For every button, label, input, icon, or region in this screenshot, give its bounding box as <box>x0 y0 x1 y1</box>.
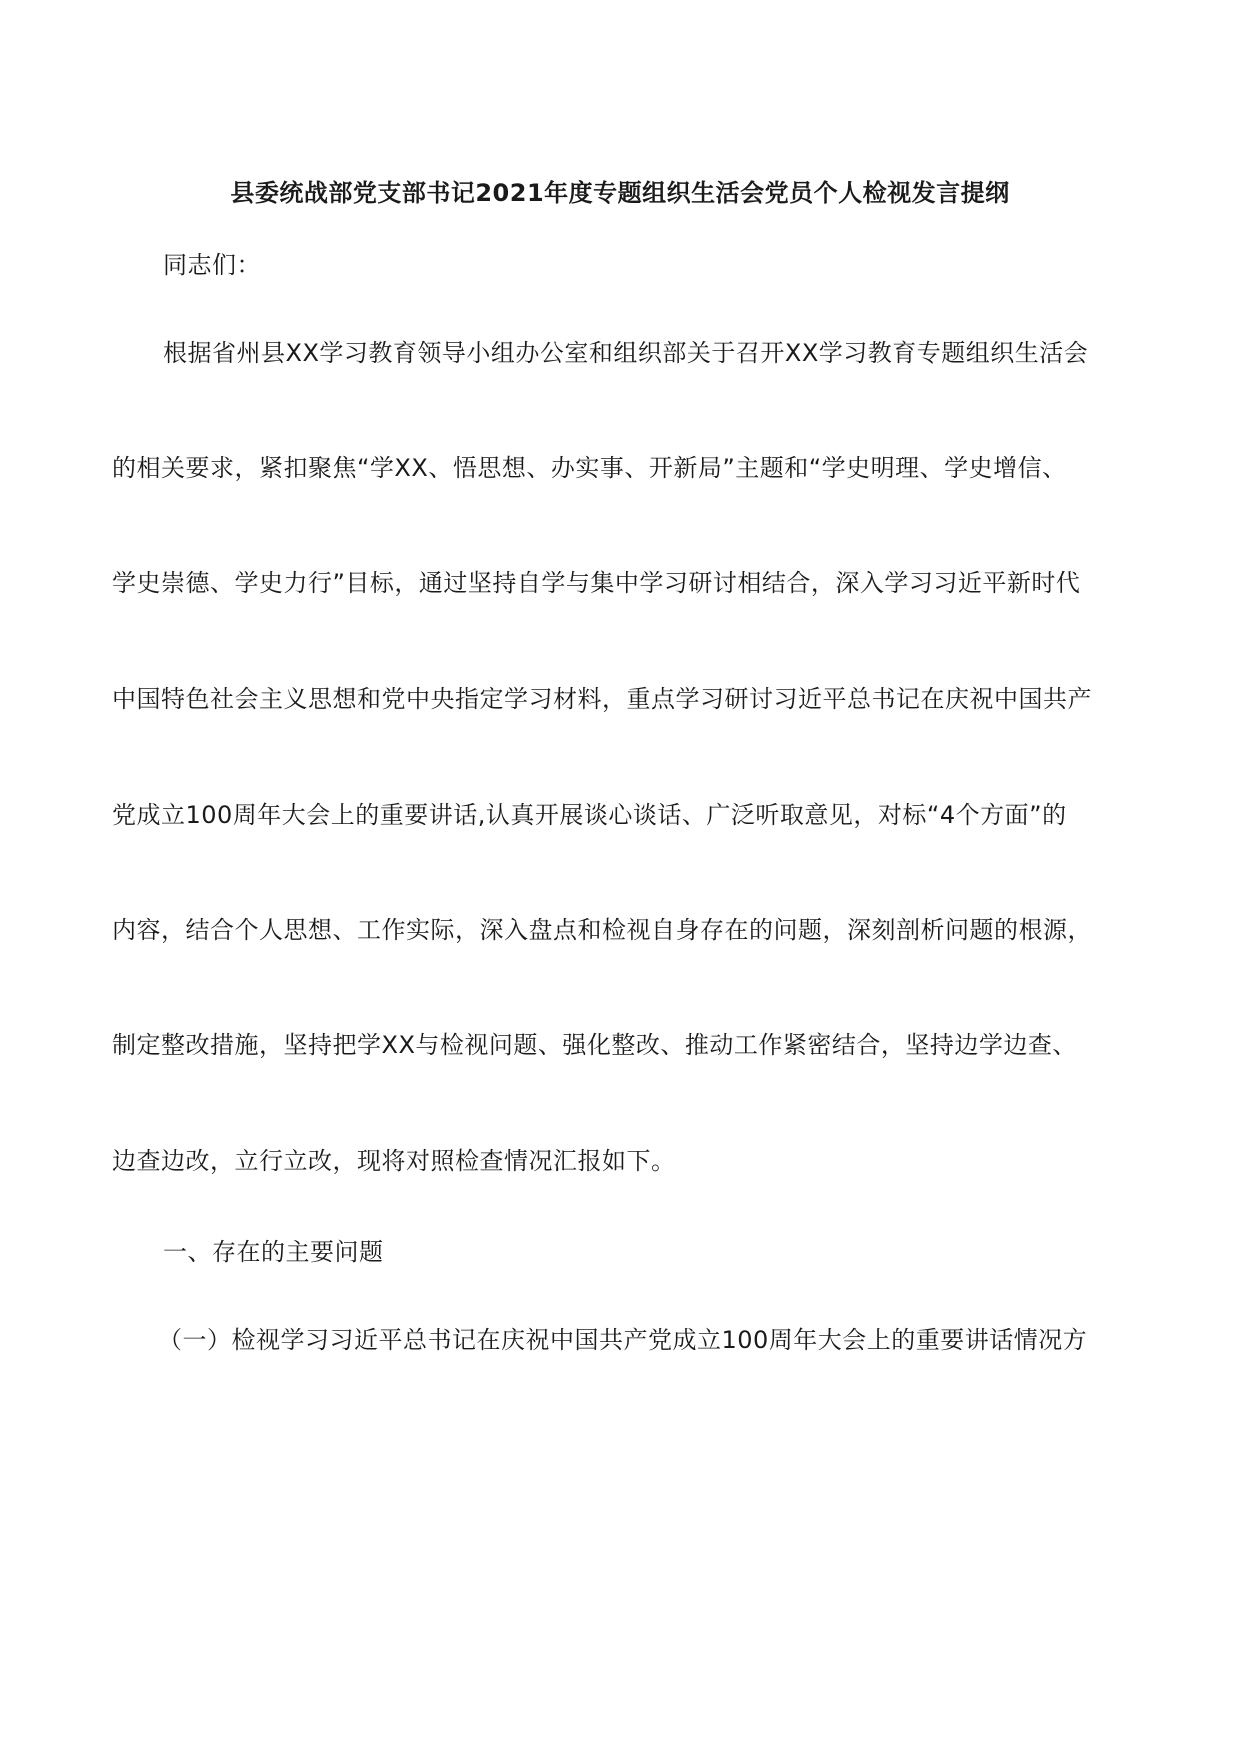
paragraph-line-7: 制定整改措施，坚持把学XX与检视问题、强化整改、推动工作紧密结合，坚持边学边查、 <box>112 1031 1077 1059</box>
document-title: 县委统战部党支部书记2021年度专题组织生活会党员个人检视发言提纲 <box>230 179 1010 207</box>
paragraph-line-6: 内容，结合个人思想、工作实际，深入盘点和检视自身存在的问题，深刻剖析问题的根源， <box>112 916 1092 944</box>
paragraph-line-4: 中国特色社会主义思想和党中央指定学习材料，重点学习研讨习近平总书记在庆祝中国共产 <box>112 685 1092 713</box>
paragraph-line-5: 党成立100周年大会上的重要讲话,认真开展谈心谈话、广泛听取意见，对标“4个方面”的 <box>112 801 1067 829</box>
paragraph-line-2: 的相关要求，紧扣聚焦“学XX、悟思想、办实事、开新局”主题和“学史明理、学史增信、 <box>112 454 1067 482</box>
paragraph-line-1: 根据省州县XX学习教育领导小组办公室和组织部关于召开XX学习教育专题组织生活会 <box>163 339 1089 367</box>
section-heading: 一、存在的主要问题 <box>163 1238 384 1266</box>
salutation: 同志们： <box>163 251 261 279</box>
paragraph-line-3: 学史崇德、学史力行”目标，通过坚持自学与集中学习研讨相结合，深入学习习近平新时代 <box>112 569 1081 597</box>
subsection-heading: （一）检视学习习近平总书记在庆祝中国共产党成立100周年大会上的重要讲话情况方 <box>158 1326 1088 1354</box>
paragraph-line-8: 边查边改，立行立改，现将对照检查情况汇报如下。 <box>112 1147 676 1175</box>
